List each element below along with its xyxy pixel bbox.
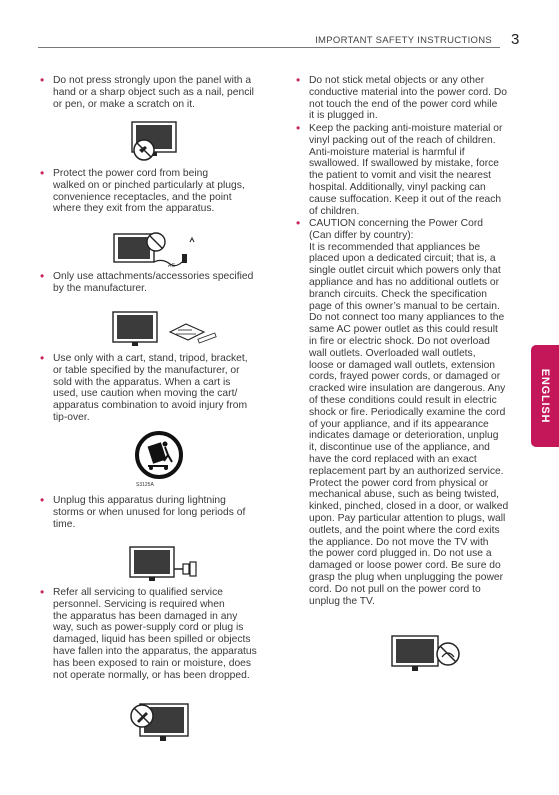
item-text: CAUTION concerning the Power Cord (Can differ by country): It is recommended that appliances be placed upon a dedicated circuit; that is, a single outlet circuit which powers only that appliance and has no additional outlets or branch circuits. Check the specification page of this owner’s manual to be certain. Do not connect too many appliances to the same AC power outlet as this could result in fire or electric shock. Do not overload wall outlets. Overloaded wall outlets, loose or damaged wall outlets, extension cords, frayed power cords, or damaged or cracked wire insulation are dangerous. Any of these conditions could result in electric shock or fire. Periodically examine the cord of your appliance, and if its appearance indicates damage or deterioration, unplug it, discontinue use of the appliance, and have the cord replaced with an exact replacement part by an authorized service. Protect the power cord from physical or mechanical abuse, such as being twisted, kinked, pinched, closed in a door, or walked upon. Pay particular attention to plugs, wall outlets, and the point where the cord exits the appliance. Do not move the TV with the power cord plugged in. Do not use a damaged or loose power cord. Be sure do grasp the plug when unplugging the power cord. Do not pull on the power cord to unplug the TV. [309, 218, 509, 607]
bullet-icon: • [296, 121, 301, 135]
tv-with-accessories-icon [110, 308, 230, 350]
item-text: Do not press strongly upon the panel with a hand or a sharp object such as a nail, pencil or pen, or make a scratch on it. [53, 75, 254, 110]
safety-item [296, 218, 522, 607]
bullet-icon: • [40, 166, 45, 180]
item-text: Protect the power cord from being walked on or pinched particularly at plugs, convenience receptacles, and the point where they exit from the apparatus. [53, 168, 245, 215]
bullet-icon: • [296, 216, 301, 230]
cart-tip-over-warning-icon [132, 430, 186, 488]
tv-unplug-lightning-icon [127, 543, 199, 585]
safety-item [296, 123, 522, 217]
section-title: IMPORTANT SAFETY INSTRUCTIONS [315, 35, 492, 46]
cart-warning-code: S3125A [136, 482, 154, 488]
language-tab-label: ENGLISH [539, 368, 551, 424]
safety-item [40, 168, 268, 215]
item-text: Keep the packing anti-moisture material or vinyl packing out of the reach of children. Anti-moisture material is harmful if swallowed. If swallowed by mistake, force the patient to vomit and visit the nearest hospital. Additionally, vinyl packing can cause suffocation. Keep it out of the reach of children. [309, 123, 503, 217]
bullet-icon: • [296, 73, 301, 87]
bullet-icon: • [40, 73, 45, 87]
header-rule [38, 47, 500, 48]
ac-label: AC [168, 263, 175, 269]
item-text: Refer all servicing to qualified service personnel. Servicing is required when the apparatus has been damaged in any way, such as power-supply cord or plug is damaged, liquid has been spilled or objects have fallen into the apparatus, the apparatus has been exposed to rain or moisture, does not operate normally, or has been dropped. [53, 587, 257, 681]
bullet-icon: • [40, 493, 45, 507]
item-text: Do not stick metal objects or any other conductive material into the power cord. Do not touch the end of the power cord while it is plugged in. [309, 75, 508, 122]
safety-item [40, 75, 268, 110]
item-text: Unplug this apparatus during lightning storms or when unused for long periods of time. [53, 495, 246, 530]
bullet-icon: • [40, 585, 45, 599]
bullet-icon: • [40, 269, 45, 283]
tv-no-self-service-icon [122, 698, 202, 746]
safety-item [40, 353, 268, 424]
page-number: 3 [511, 31, 520, 48]
tv-no-damaged-cord-icon [388, 630, 472, 676]
safety-item [40, 495, 268, 530]
tv-power-cord-no-step-icon [110, 228, 210, 270]
item-text: Use only with a cart, stand, tripod, bracket, or table specified by the manufacturer, or sold with the apparatus. When a cart is used, use caution when moving the cart/ apparatus combination to avoid injury from tip-over. [53, 353, 248, 423]
item-text: Only use attachments/accessories specified by the manufacturer. [53, 271, 254, 294]
safety-item [40, 587, 268, 681]
safety-item [296, 75, 522, 122]
safety-item [40, 271, 268, 295]
bullet-icon: • [40, 351, 45, 365]
tv-no-scratch-icon [107, 120, 207, 168]
language-tab [531, 345, 559, 447]
